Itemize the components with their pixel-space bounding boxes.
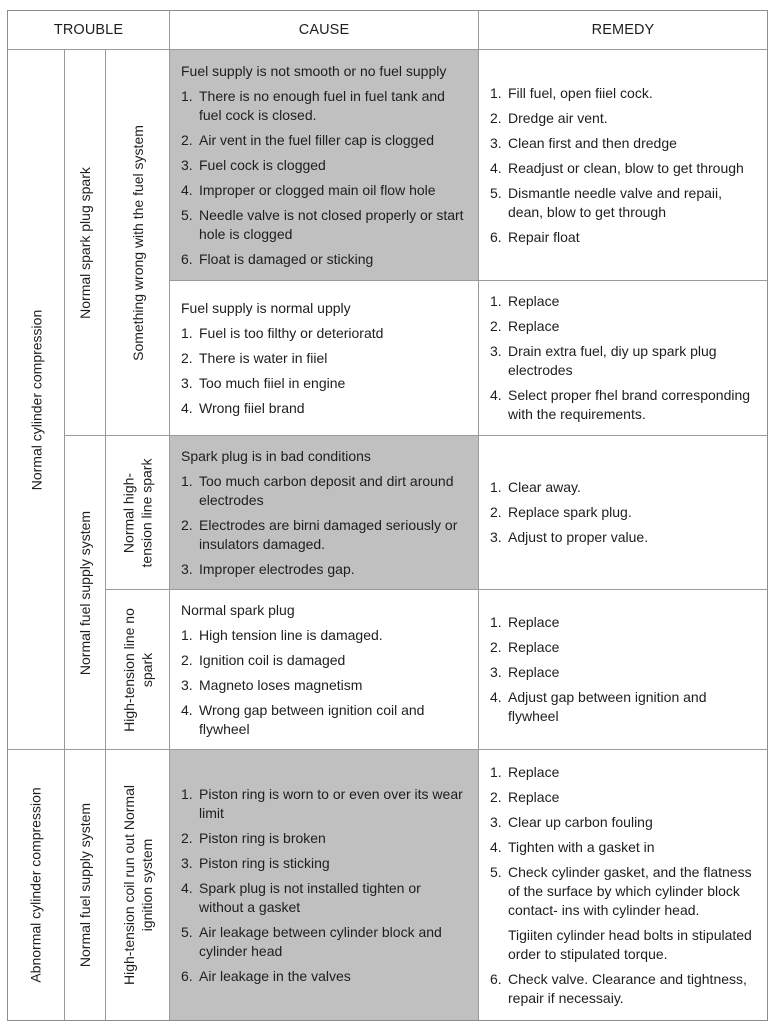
header-remedy-label: REMEDY	[591, 22, 655, 38]
trouble-abnormal-compression-label: Abnormal cylinder compression	[28, 787, 44, 983]
item-number: 1.	[181, 626, 193, 643]
item-text: Select proper fhel brand corresponding with the requirements.	[508, 387, 751, 422]
cause-item	[181, 560, 468, 579]
cause-item	[181, 879, 468, 917]
trouble-normal-ht-line-spark	[106, 436, 170, 590]
item-text: Tighten with a gasket in	[508, 838, 655, 855]
remedy-item	[490, 386, 757, 424]
item-text: Needle valve is not closed properly or start hole is clogged	[199, 206, 464, 242]
cause-item	[181, 206, 468, 244]
cause-cell	[170, 436, 479, 590]
item-text: Repair float	[508, 228, 580, 245]
remedy-item	[490, 813, 757, 832]
remedy-item	[490, 970, 757, 1008]
cause-item	[181, 131, 468, 150]
item-text: Replace	[508, 763, 560, 780]
cause-item	[181, 87, 468, 125]
item-number: 4.	[490, 387, 502, 403]
remedy-item	[490, 863, 757, 920]
trouble-normal-fuel-supply-1-label: Normal fuel supply system	[77, 510, 94, 675]
item-text: Check cylinder gasket, and the flatness of the surface by which cylinder block contact- ins with cylinder head.	[508, 863, 752, 918]
cause-cell	[170, 50, 479, 281]
item-text: Clear away.	[508, 479, 581, 495]
label-line: High-tension line no	[120, 607, 137, 732]
remedy-list	[490, 478, 757, 547]
cause-item	[181, 181, 468, 200]
item-number: 2.	[181, 349, 193, 366]
remedy-item	[490, 159, 757, 178]
remedy-cell	[479, 750, 767, 1020]
trouble-abnormal-compression	[8, 750, 65, 1020]
cause-item	[181, 472, 468, 510]
item-text: High tension line is damaged.	[199, 626, 383, 643]
item-text: There is no enough fuel in fuel tank and fuel cock is closed.	[199, 87, 445, 123]
item-number: 2.	[490, 318, 502, 334]
item-number: 1.	[181, 785, 193, 802]
item-number: 1.	[490, 763, 502, 780]
remedy-item	[490, 109, 757, 128]
cause-item	[181, 676, 468, 695]
cause-item	[181, 923, 468, 961]
remedy-item	[490, 503, 757, 522]
cause-list	[181, 626, 468, 739]
cause-item	[181, 829, 468, 848]
remedy-item	[490, 184, 757, 222]
item-text: Too much carbon deposit and dirt around electrodes	[199, 472, 454, 508]
item-text: Tigiiten cylinder head bolts in stipulated order to stipulated torque.	[508, 926, 752, 962]
item-number: 1.	[490, 293, 502, 309]
trouble-ht-line-no-spark-label	[120, 608, 156, 732]
item-number: 6.	[181, 250, 193, 267]
label-line: spark	[138, 652, 155, 687]
remedy-item	[490, 788, 757, 807]
cause-title: Spark plug is in bad conditions	[181, 447, 371, 464]
item-text: Check valve. Clearance and tightness, repair if necessaiy.	[508, 970, 747, 1006]
trouble-ht-line-no-spark	[106, 590, 170, 750]
trouble-normal-fuel-supply-2-label: Normal fuel supply system	[77, 802, 94, 968]
trouble-normal-spark-plug-spark	[65, 50, 106, 436]
item-number: 3.	[490, 664, 502, 680]
item-text: There is water in fiiel	[199, 349, 328, 366]
label-line: ignition system	[138, 838, 155, 932]
cause-list	[181, 472, 468, 579]
cause-list	[181, 785, 468, 986]
header-cause	[170, 11, 479, 50]
item-number: 2.	[490, 639, 502, 655]
cause-item	[181, 701, 468, 739]
item-number: 1.	[490, 479, 502, 495]
item-text: Improper or clogged main oil flow hole	[199, 181, 436, 198]
item-number: 2.	[181, 131, 193, 148]
remedy-cell	[479, 436, 767, 590]
remedy-list	[490, 613, 757, 726]
remedy-item	[490, 926, 757, 964]
item-text: Replace	[508, 788, 560, 805]
item-number: 4.	[181, 181, 193, 198]
cause-list	[181, 87, 468, 269]
item-text: Fill fuel, open fiiel cock.	[508, 84, 653, 101]
item-number: 1.	[181, 472, 193, 489]
item-text: Spark plug is not installed tighten or without a gasket	[199, 879, 421, 915]
item-number: 4.	[181, 701, 193, 718]
remedy-item	[490, 317, 757, 336]
item-text: Drain extra fuel, diy up spark plug electrodes	[508, 343, 717, 378]
remedy-list	[490, 292, 757, 424]
item-number: 3.	[181, 156, 193, 173]
item-number: 5.	[490, 184, 502, 201]
item-number: 1.	[490, 614, 502, 630]
item-number: 2.	[490, 504, 502, 520]
header-cause-label: CAUSE	[298, 22, 350, 38]
trouble-normal-ht-line-spark-label	[120, 458, 156, 567]
item-number: 5.	[181, 206, 193, 223]
label-line: High-tension coil run out Normal	[120, 785, 137, 985]
cause-item	[181, 854, 468, 873]
cause-item	[181, 349, 468, 368]
item-number: 3.	[490, 343, 502, 359]
remedy-item	[490, 342, 757, 380]
remedy-item	[490, 84, 757, 103]
troubleshooting-table	[7, 10, 768, 1021]
cause-item	[181, 156, 468, 175]
remedy-cell	[479, 50, 767, 281]
trouble-normal-fuel-supply-1	[65, 436, 106, 750]
cause-title: Fuel supply is not smooth or no fuel supply	[181, 62, 447, 79]
item-text: Clean first and then dredge	[508, 134, 677, 151]
item-text: Adjust gap between ignition and flywheel	[508, 689, 707, 724]
item-number: 4.	[490, 838, 502, 855]
item-number: 3.	[181, 854, 193, 871]
cause-title: Fuel supply is normal upply	[181, 299, 351, 316]
cause-item	[181, 967, 468, 986]
trouble-coil-run-out-label	[120, 785, 156, 985]
trouble-normal-spark-plug-spark-label: Normal spark plug spark	[77, 166, 94, 319]
remedy-item	[490, 528, 757, 547]
item-text: Electrodes are birni damaged seriously or insulators damaged.	[199, 516, 458, 552]
item-number: 4.	[490, 159, 502, 176]
item-text: Piston ring is worn to or even over its wear limit	[199, 785, 463, 821]
remedy-item	[490, 292, 757, 311]
remedy-item	[490, 688, 757, 726]
item-text: Adjust to proper value.	[508, 529, 649, 545]
item-text: Too much fiiel in engine	[199, 374, 346, 391]
item-number: 1.	[181, 87, 193, 104]
label-line: Normal high-	[120, 472, 137, 553]
remedy-item	[490, 663, 757, 682]
item-number: 4.	[490, 689, 502, 705]
remedy-item	[490, 134, 757, 153]
header-trouble-label: TROUBLE	[53, 22, 124, 38]
remedy-item	[490, 478, 757, 497]
cause-title: Normal spark plug	[181, 601, 295, 618]
item-text: Float is damaged or sticking	[199, 250, 374, 267]
trouble-normal-compression-label: Normal cylinder compression	[28, 309, 45, 490]
item-number: 5.	[490, 863, 502, 880]
cause-list	[181, 324, 468, 418]
remedy-item	[490, 638, 757, 657]
remedy-item	[490, 228, 757, 247]
item-number: 4.	[181, 399, 193, 416]
remedy-item	[490, 763, 757, 782]
cause-item	[181, 651, 468, 670]
item-number: 5.	[181, 923, 193, 940]
cause-item	[181, 399, 468, 418]
item-number: 2.	[181, 829, 193, 846]
cause-cell	[170, 281, 479, 436]
item-text: Fuel cock is clogged	[199, 156, 326, 173]
cause-item	[181, 250, 468, 269]
item-text: Replace	[508, 318, 560, 334]
item-text: Replace	[508, 664, 560, 680]
trouble-fuel-system-wrong	[106, 50, 170, 436]
item-text: Wrong gap between ignition coil and flywheel	[199, 701, 425, 737]
item-number: 3.	[181, 676, 193, 693]
cause-item	[181, 626, 468, 645]
item-text: Improper electrodes gap.	[199, 560, 355, 577]
item-text: Replace	[508, 639, 560, 655]
item-text: Dredge air vent.	[508, 109, 608, 126]
item-number: 1.	[181, 324, 193, 341]
remedy-cell	[479, 281, 767, 436]
cause-cell	[170, 750, 479, 1020]
remedy-item	[490, 838, 757, 857]
item-number: 1.	[490, 84, 502, 101]
item-text: Dismantle needle valve and repaii, dean, blow to get through	[508, 184, 723, 220]
item-number: 3.	[490, 529, 502, 545]
cause-item	[181, 785, 468, 823]
item-number: 3.	[181, 374, 193, 391]
trouble-coil-run-out	[106, 750, 170, 1020]
item-number: 2.	[490, 109, 502, 126]
label-line: tension line spark	[138, 458, 155, 567]
remedy-item	[490, 613, 757, 632]
cause-cell	[170, 590, 479, 750]
trouble-fuel-system-wrong-label: Something wrong with the fuel system	[129, 124, 146, 361]
item-text: Ignition coil is damaged	[199, 651, 346, 668]
trouble-normal-compression	[8, 50, 65, 750]
item-number: 6.	[181, 967, 193, 984]
item-number: 6.	[490, 228, 502, 245]
item-text: Fuel is too filthy or deterioratd	[199, 324, 384, 341]
item-number: 3.	[490, 134, 502, 151]
item-number: 2.	[490, 788, 502, 805]
item-number: 2.	[181, 651, 193, 668]
header-remedy	[479, 11, 767, 50]
item-text: Clear up carbon fouling	[508, 813, 653, 830]
item-text: Air vent in the fuel filler cap is clogged	[199, 131, 435, 148]
item-number: 3.	[181, 560, 193, 577]
item-text: Replace	[508, 293, 560, 309]
remedy-cell	[479, 590, 767, 750]
item-number: 6.	[490, 970, 502, 987]
item-text: Replace spark plug.	[508, 504, 632, 520]
item-text: Readjust or clean, blow to get through	[508, 159, 744, 176]
cause-item	[181, 374, 468, 393]
cause-item	[181, 516, 468, 554]
header-trouble	[8, 11, 170, 50]
cause-item	[181, 324, 468, 343]
item-text: Replace	[508, 614, 560, 630]
item-text: Piston ring is sticking	[199, 854, 330, 871]
item-text: Piston ring is broken	[199, 829, 326, 846]
item-number: 4.	[181, 879, 193, 896]
remedy-list	[490, 763, 757, 1008]
item-text: Wrong fiiel brand	[199, 399, 305, 416]
item-number: 2.	[181, 516, 193, 533]
item-text: Air leakage between cylinder block and cylinder head	[199, 923, 442, 959]
item-text: Air leakage in the valves	[199, 967, 351, 984]
item-number: 3.	[490, 813, 502, 830]
remedy-list	[490, 84, 757, 247]
trouble-normal-fuel-supply-2	[65, 750, 106, 1020]
item-text: Magneto loses magnetism	[199, 676, 363, 693]
